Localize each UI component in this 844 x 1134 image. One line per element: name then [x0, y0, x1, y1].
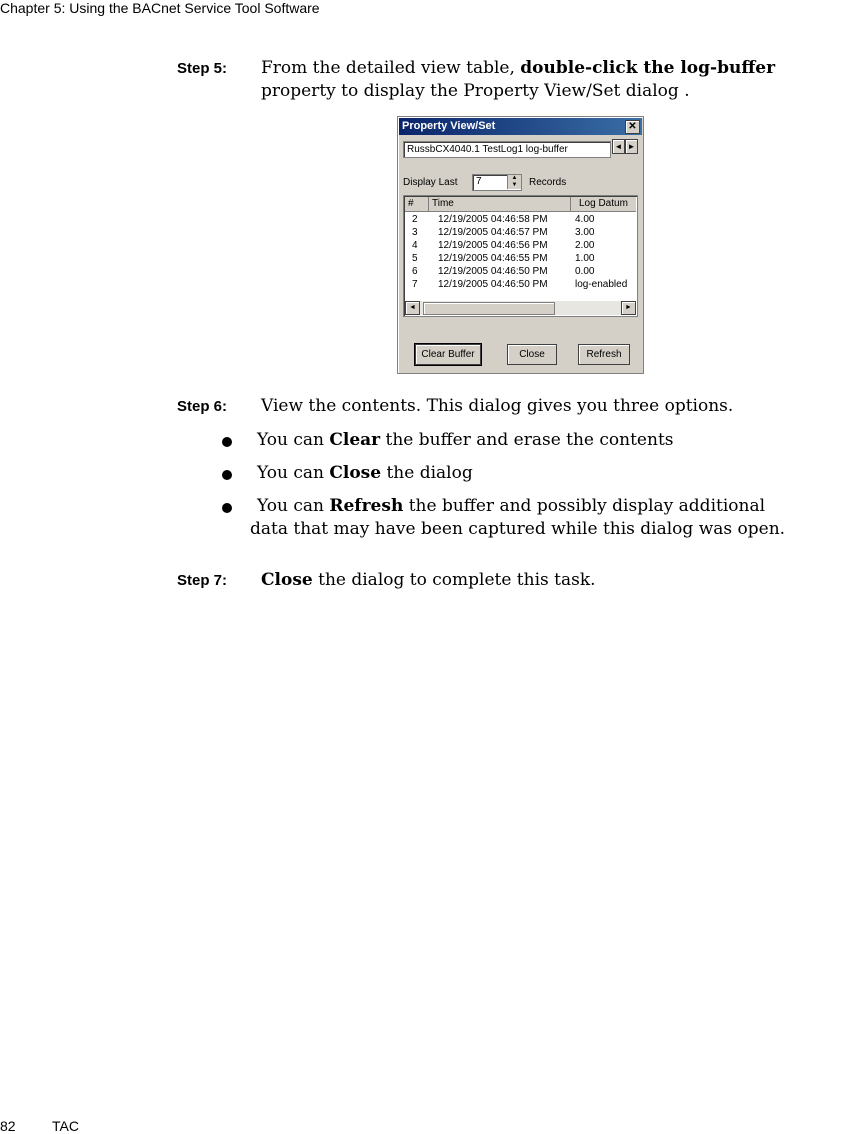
spin-down-icon[interactable]: ▼ — [507, 182, 521, 189]
page-number: 82 — [0, 1118, 16, 1134]
bullet-close — [257, 462, 473, 485]
row-number: 5 — [412, 253, 418, 264]
step-5-label: Step 5: — [177, 60, 228, 77]
row-number: 7 — [412, 279, 418, 290]
step-7-rest: the dialog to complete this task. — [312, 570, 596, 590]
step-7-bold: Close — [261, 570, 313, 590]
next-arrow-icon[interactable]: ► — [625, 139, 638, 154]
list-header — [405, 197, 636, 212]
row-datum: 1.00 — [575, 253, 595, 264]
bullet-refresh — [257, 495, 765, 518]
records-label: Records — [529, 177, 567, 188]
step-5-text — [261, 57, 775, 80]
step-5-text-before: From the detailed view table, — [261, 58, 521, 78]
row-number: 4 — [412, 240, 418, 251]
footer-company: TAC — [52, 1118, 79, 1134]
row-number: 6 — [412, 266, 418, 277]
row-datum: 3.00 — [575, 227, 595, 238]
row-time: 12/19/2005 04:46:57 PM — [438, 227, 548, 238]
bullet-bold: Refresh — [329, 496, 404, 516]
dialog-titlebar[interactable] — [399, 118, 642, 135]
bullet-icon — [222, 503, 232, 513]
display-last-spinner[interactable] — [472, 174, 522, 191]
property-view-set-dialog — [397, 116, 644, 374]
row-datum: 0.00 — [575, 266, 595, 277]
bullet-refresh-line2: data that may have been captured while this dialog was open. — [250, 519, 786, 539]
page-header: Chapter 5: Using the BACnet Service Tool Software — [0, 0, 320, 16]
display-last-label: Display Last — [403, 177, 458, 188]
column-header-log-datum[interactable]: Log Datum — [579, 198, 628, 209]
step-5-text-bold: double-click the log-buffer — [520, 58, 776, 78]
bullet-text: You can — [257, 496, 330, 516]
step-7-text — [261, 569, 596, 592]
scroll-left-icon[interactable]: ◄ — [405, 301, 420, 315]
close-button[interactable]: Close — [507, 344, 557, 365]
bullet-bold: Clear — [329, 430, 381, 450]
bullet-text: the dialog — [381, 463, 473, 483]
bullet-text: You can — [257, 463, 330, 483]
row-number: 3 — [412, 227, 418, 238]
bullet-icon — [222, 470, 232, 480]
row-datum: 4.00 — [575, 214, 595, 225]
row-datum: log-enabled — [575, 279, 628, 290]
row-time: 12/19/2005 04:46:56 PM — [438, 240, 548, 251]
row-time: 12/19/2005 04:46:55 PM — [438, 253, 548, 264]
horizontal-scrollbar[interactable] — [405, 301, 636, 315]
refresh-button[interactable]: Refresh — [578, 344, 630, 365]
row-number: 2 — [412, 214, 418, 225]
bullet-icon — [222, 437, 232, 447]
previous-arrow-icon[interactable]: ◄ — [612, 139, 625, 154]
column-header-number[interactable]: # — [405, 197, 429, 211]
navigation-arrows — [612, 139, 638, 154]
dialog-title: Property View/Set — [402, 120, 496, 132]
bullet-text: the buffer and possibly display additional — [403, 496, 766, 516]
row-datum: 2.00 — [575, 240, 595, 251]
bullet-bold: Close — [329, 463, 382, 483]
row-time: 12/19/2005 04:46:50 PM — [438, 279, 548, 290]
step-7-label: Step 7: — [177, 572, 228, 589]
scroll-thumb[interactable] — [423, 302, 555, 315]
row-time: 12/19/2005 04:46:58 PM — [438, 214, 548, 225]
bullet-clear — [257, 429, 674, 452]
bullet-text: You can — [257, 430, 330, 450]
row-time: 12/19/2005 04:46:50 PM — [438, 266, 548, 277]
scroll-right-icon[interactable]: ► — [621, 301, 636, 315]
step-6-text: View the contents. This dialog gives you three options. — [261, 396, 734, 416]
bullet-text: the buffer and erase the contents — [380, 430, 674, 450]
step-5-text-line2: property to display the Property View/Set dialog . — [261, 81, 690, 101]
clear-buffer-button[interactable]: Clear Buffer — [415, 344, 481, 365]
close-icon[interactable]: ✕ — [625, 120, 640, 134]
spin-up-icon[interactable]: ▲ — [507, 175, 521, 182]
object-property-field[interactable]: RussbCX4040.1 TestLog1 log-buffer — [403, 141, 611, 158]
display-last-value[interactable]: 7 — [476, 176, 482, 187]
column-header-time[interactable]: Time — [429, 197, 571, 211]
log-buffer-list[interactable] — [403, 195, 638, 317]
step-6-label: Step 6: — [177, 398, 228, 415]
